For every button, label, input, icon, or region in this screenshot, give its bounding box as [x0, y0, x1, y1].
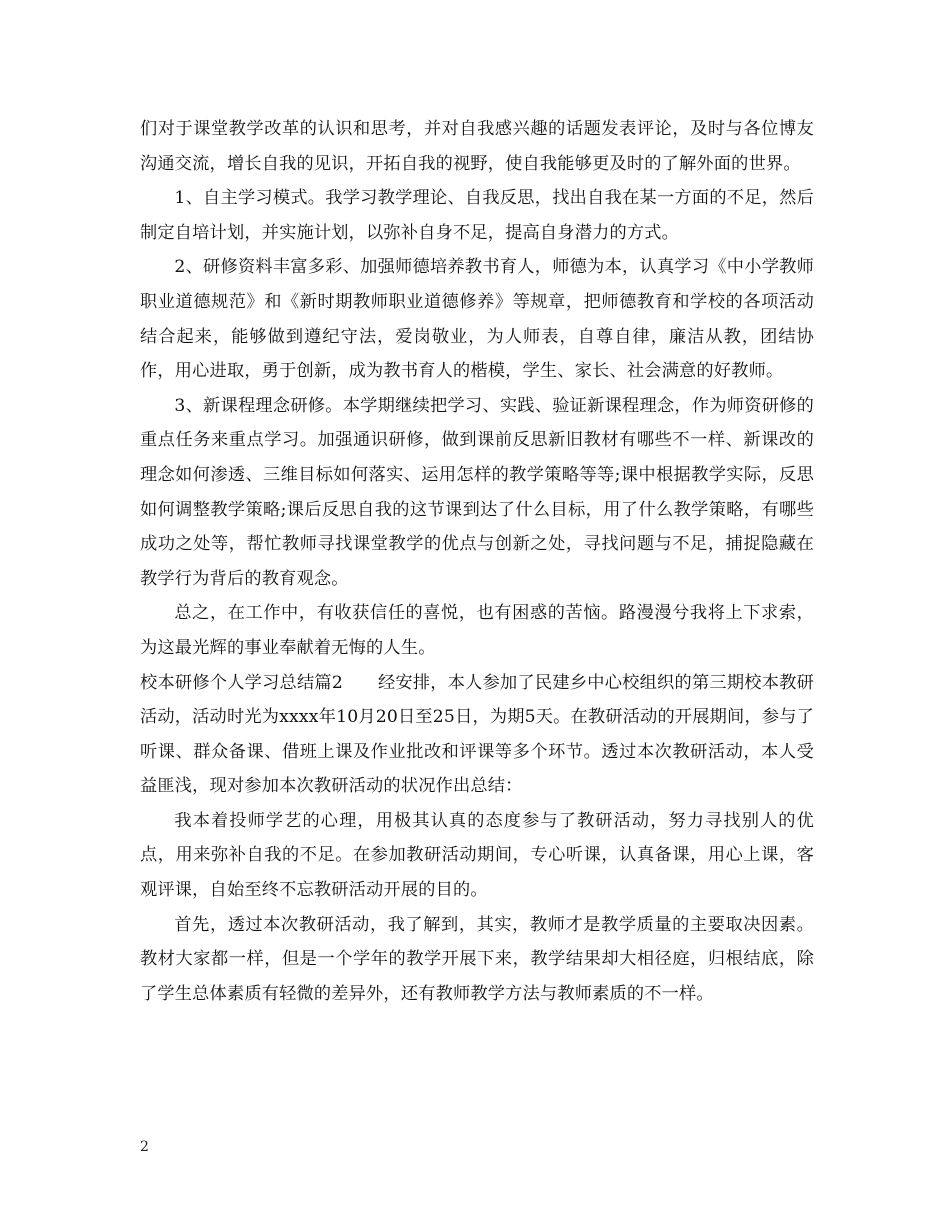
paragraph-3: 2、研修资料丰富多彩、加强师德培养教书育人，师德为本，认真学习《中小学教师职业道德规范》和《新时期教师职业道德修养》等规章，把师德教育和学校的各项活动结合起来，能够做到遵纪守法，爱岗敬业，为人师表，自尊自律，廉洁从教，团结协作，用心进取，勇于创新，成为教书育人的楷模，学生、家长、社会满意的好教师。	[140, 257, 814, 382]
document-body	[140, 112, 814, 1011]
page-number: 2	[140, 1139, 149, 1155]
paragraph-2: 1、自主学习模式。我学习教学理论、自我反思，找出自我在某一方面的不足，然后制定自培计划，并实施计划，以弥补自身不足，提高自身潜力的方式。	[140, 188, 814, 243]
paragraph-1: 们对于课堂教学改革的认识和思考，并对自我感兴趣的话题发表评论，及时与各位博友沟通交流，增长自我的见识，开拓自我的视野，使自我能够更及时的了解外面的世界。	[140, 119, 814, 174]
paragraph-8: 首先，透过本次教研活动，我了解到，其实，教师才是教学质量的主要取决因素。教材大家都一样，但是一个学年的教学开展下来，教学结果却大相径庭，归根结底，除了学生总体素质有轻微的差异外，还有教师教学方法与教师素质的不一样。	[140, 914, 814, 1004]
paragraph-4: 3、新课程理念研修。本学期继续把学习、实践、验证新课程理念，作为师资研修的重点任务来重点学习。加强通识研修，做到课前反思新旧教材有哪些不一样、新课改的理念如何渗透、三维目标如何落实、运用怎样的教学策略等等;课中根据教学实际，反思如何调整教学策略;课后反思自我的这节课到达了什么目标，用了什么教学策略，有哪些成功之处等，帮忙教师寻找课堂教学的优点与创新之处，寻找问题与不足，捕捉隐藏在教学行为背后的教育观念。	[140, 395, 814, 589]
paragraph-5: 总之，在工作中，有收获信任的喜悦，也有困惑的苦恼。路漫漫兮我将上下求索，为这最光辉的事业奉献着无悔的人生。	[140, 603, 814, 658]
paragraph-7: 我本着投师学艺的心理，用极其认真的态度参与了教研活动，努力寻找别人的优点，用来弥补自我的不足。在参加教研活动期间，专心听课，认真备课，用心上课，客观评课，自始至终不忘教研活动开展的目的。	[140, 810, 814, 901]
paragraph-6-title-and-intro: 校本研修个人学习总结篇2 经安排，本人参加了民建乡中心校组织的第三期校本教研活动，活动时光为xxxx年10月20日至25日，为期5天。在教研活动的开展期间，参与了听课、群众备课、借班上课及作业批改和评课等多个环节。透过本次教研活动，本人受益匪浅，现对参加本次教研活动的状况作出总结：	[140, 672, 814, 797]
